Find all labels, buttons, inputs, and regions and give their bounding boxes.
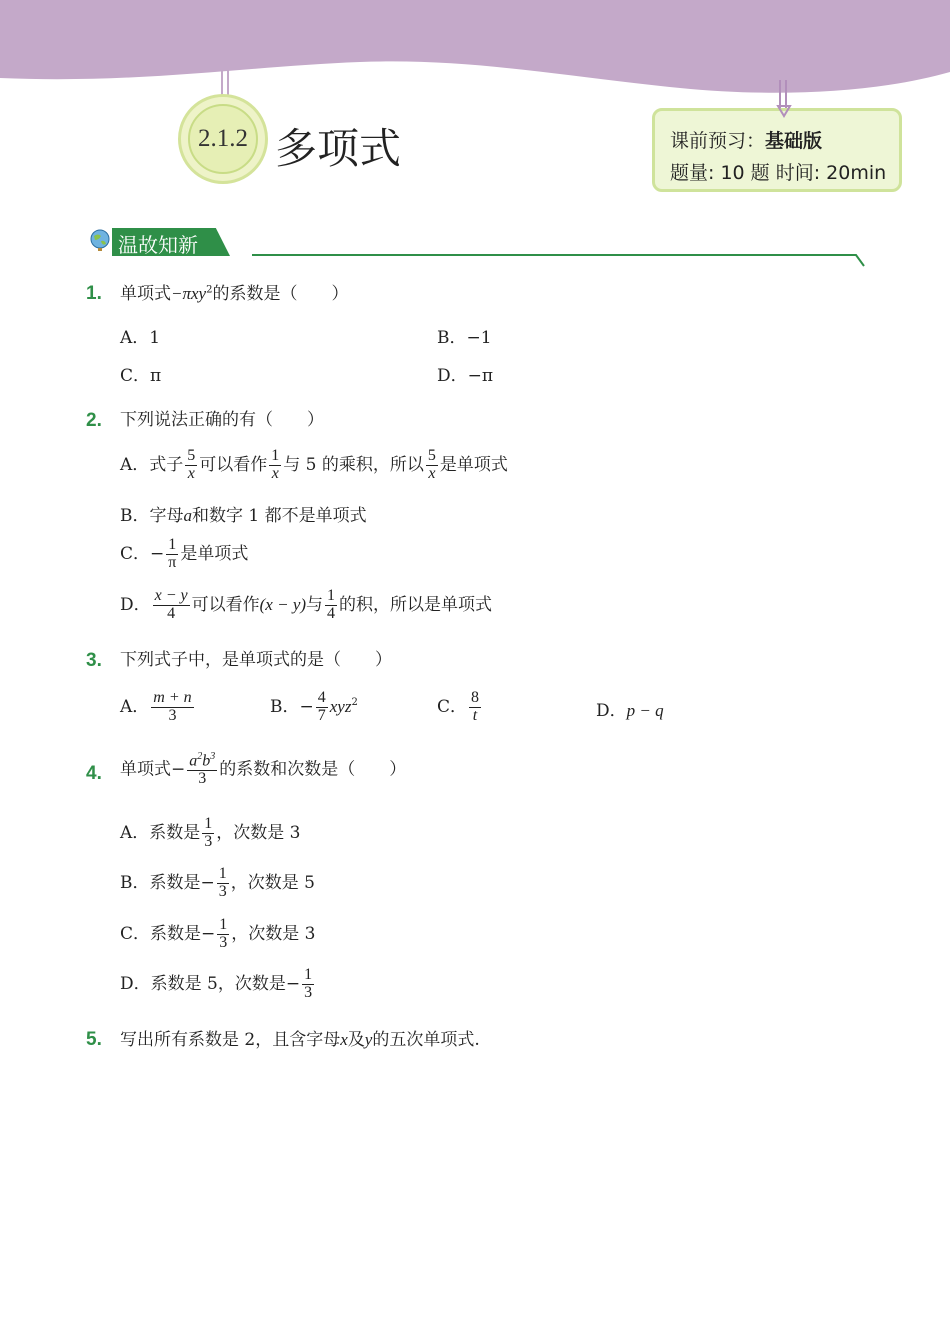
option: B．−1	[437, 328, 492, 348]
fraction: $\frac{a^2b^3}{3}$	[189, 751, 216, 788]
option: A．系数是 $\frac{1}{3}$ ，次数是 3	[120, 815, 301, 850]
fraction: $\frac{x - y}{4}$	[154, 587, 188, 622]
option: C．π	[120, 366, 162, 386]
question-number: 3.	[86, 650, 102, 671]
fraction: $\frac{1}{x}$	[271, 447, 280, 482]
option: A．式子 $\frac{5}{x}$ 可以看作 $\frac{1}{x}$ 与 5 的乘积，所以 $\frac{5}{x}$ 是单项式	[120, 447, 508, 482]
question-stem: 单项式−πxy$^2$的系数是（ ）	[120, 284, 349, 304]
question-stem: 下列说法正确的有（ ）	[120, 410, 324, 430]
preview-level: 基础版	[765, 130, 823, 152]
option: D． $\frac{x - y}{4}$ 可以看作(x − y)与 $\frac{1}{4}$ 的积，所以是单项式	[120, 587, 493, 622]
section-divider	[252, 254, 856, 256]
fraction: $\frac{8}{t}$	[471, 689, 480, 724]
option: B．系数是− $\frac{1}{3}$ ，次数是 5	[120, 865, 315, 900]
question-stem: 下列式子中，是单项式的是（ ）	[120, 650, 392, 670]
preview-label	[670, 126, 822, 153]
option: C．系数是− $\frac{1}{3}$ ，次数是 3	[120, 916, 316, 951]
fraction: $\frac{1}{4}$	[327, 587, 336, 622]
option: D．系数是 5，次数是− $\frac{1}{3}$	[120, 966, 313, 1001]
option: D．p − q	[596, 701, 664, 721]
section-divider-end	[850, 254, 866, 270]
pin-icon	[776, 104, 792, 118]
fraction: $\frac{5}{x}$	[187, 447, 196, 482]
option: A． $\frac{m + n}{3}$	[120, 689, 192, 724]
option: B．− $\frac{4}{7}$ xyz$^2$	[270, 689, 358, 724]
fraction: $\frac{1}{3}$	[304, 966, 313, 1001]
section-number: 2.1.2	[188, 104, 258, 174]
fraction: $\frac{1}{3}$	[204, 815, 213, 850]
fraction: $\frac{5}{x}$	[427, 447, 436, 482]
option: A．1	[120, 328, 161, 348]
option: C．− $\frac{1}{\pi}$ 是单项式	[120, 536, 249, 571]
question-count: 题量: 10 题	[670, 162, 770, 184]
time-limit: 时间: 20min	[775, 162, 887, 184]
option: C． $\frac{8}{t}$	[437, 689, 480, 724]
question-number: 1.	[86, 283, 102, 304]
question-stem: 单项式− $\frac{a^2b^3}{3}$ 的系数和次数是（ ）	[120, 751, 407, 788]
page-title: 多项式	[275, 124, 402, 173]
question-stem: 写出所有系数是 2，且含字母x及y的五次单项式.	[120, 1030, 480, 1050]
question-number: 2.	[86, 410, 102, 431]
globe-icon	[88, 228, 112, 252]
question-number: 5.	[86, 1029, 102, 1050]
preview-meta	[670, 158, 886, 185]
fraction: $\frac{1}{3}$	[219, 916, 228, 951]
fraction: $\frac{1}{3}$	[218, 865, 227, 900]
header-banner	[0, 0, 950, 110]
option: D．−π	[437, 366, 494, 386]
section-title: 温故知新	[118, 233, 198, 257]
preview-type: 课前预习：	[670, 130, 766, 152]
fraction: $\frac{1}{\pi}$	[168, 536, 177, 571]
question-number: 4.	[86, 763, 102, 784]
fraction: $\frac{4}{7}$	[317, 689, 326, 724]
option: B．字母a和数字 1 都不是单项式	[120, 506, 367, 526]
fraction: $\frac{m + n}{3}$	[153, 689, 192, 724]
